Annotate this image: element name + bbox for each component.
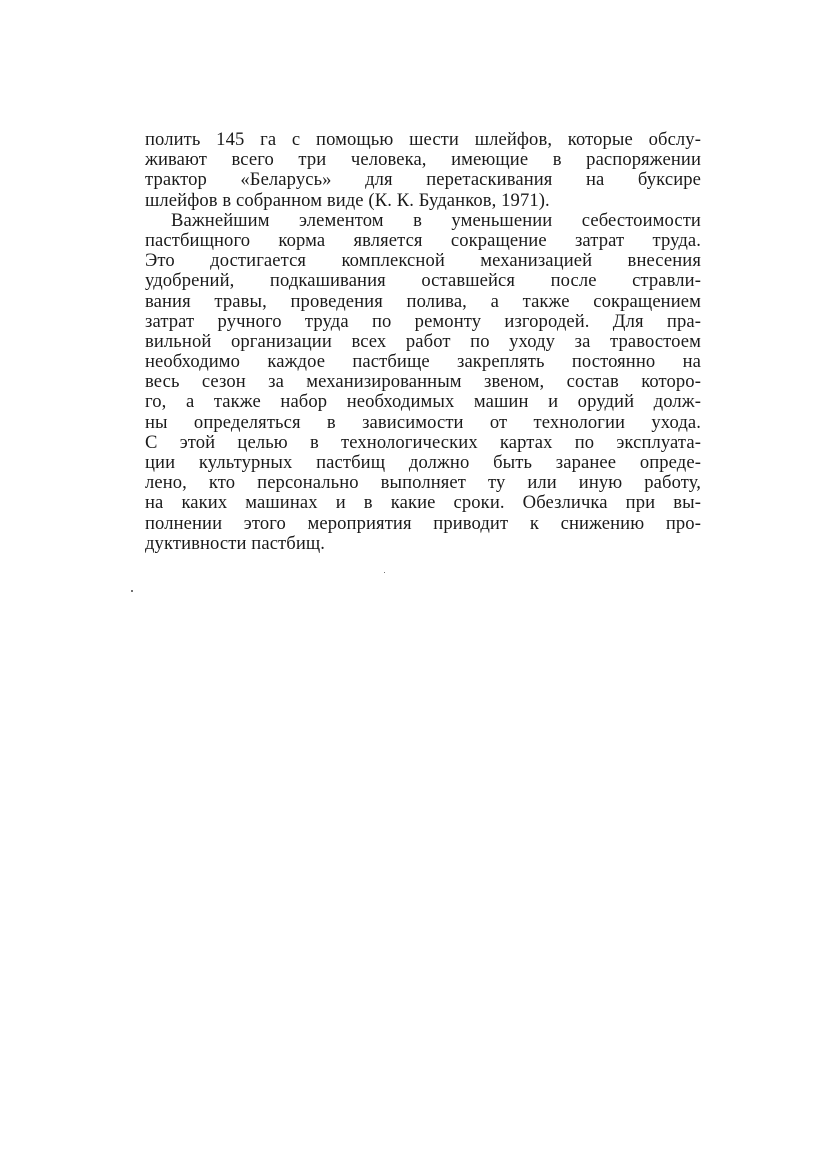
text-line: затрат ручного труда по ремонту изгородей. Для пра- [145, 310, 701, 332]
text-line: полнении этого мероприятия приводит к снижению про- [145, 512, 701, 534]
text-line: ции культурных пастбищ должно быть заранее опреде- [145, 452, 701, 473]
text-line: го, а также набор необходимых машин и орудий долж- [145, 391, 701, 413]
text-line: весь сезон за механизированным звеном, состав которо- [145, 371, 701, 393]
text-line: удобрений, подкашивания оставшейся после стравли- [145, 270, 701, 292]
text-line: пастбищного корма является сокращение затрат труда. [145, 229, 701, 251]
text-line: вания травы, проведения полива, а также сокращением [145, 290, 701, 312]
text-line: полить 145 га с помощью шести шлейфов, которые обслу- [145, 129, 701, 150]
text-line: лено, кто персонально выполняет ту или иную работу, [145, 472, 701, 494]
scan-speck [384, 572, 385, 573]
text-line: дуктивности пастбищ. [145, 532, 326, 554]
text-line: Важнейшим элементом в уменьшении себестоимости [171, 209, 701, 231]
text-line: вильной организации всех работ по уходу за травостоем [145, 330, 701, 352]
text-line: шлейфов в собранном виде (К. К. Буданков, 1971). [145, 189, 550, 211]
text-line: трактор «Беларусь» для перетаскивания на буксире [145, 169, 701, 191]
text-line: ны определяться в зависимости от технологии ухода. [145, 411, 701, 433]
text-line: С этой целью в технологических картах по эксплуата- [145, 431, 701, 453]
body-text [145, 130, 701, 554]
text-line: Это достигается комплексной механизацией внесения [145, 250, 701, 272]
scan-speck [131, 590, 133, 592]
text-line: необходимо каждое пастбище закреплять постоянно на [145, 351, 701, 373]
text-line: живают всего три человека, имеющие в распоряжении [145, 149, 701, 171]
text-line: на каких машинах и в какие сроки. Обезличка при вы- [145, 492, 701, 514]
